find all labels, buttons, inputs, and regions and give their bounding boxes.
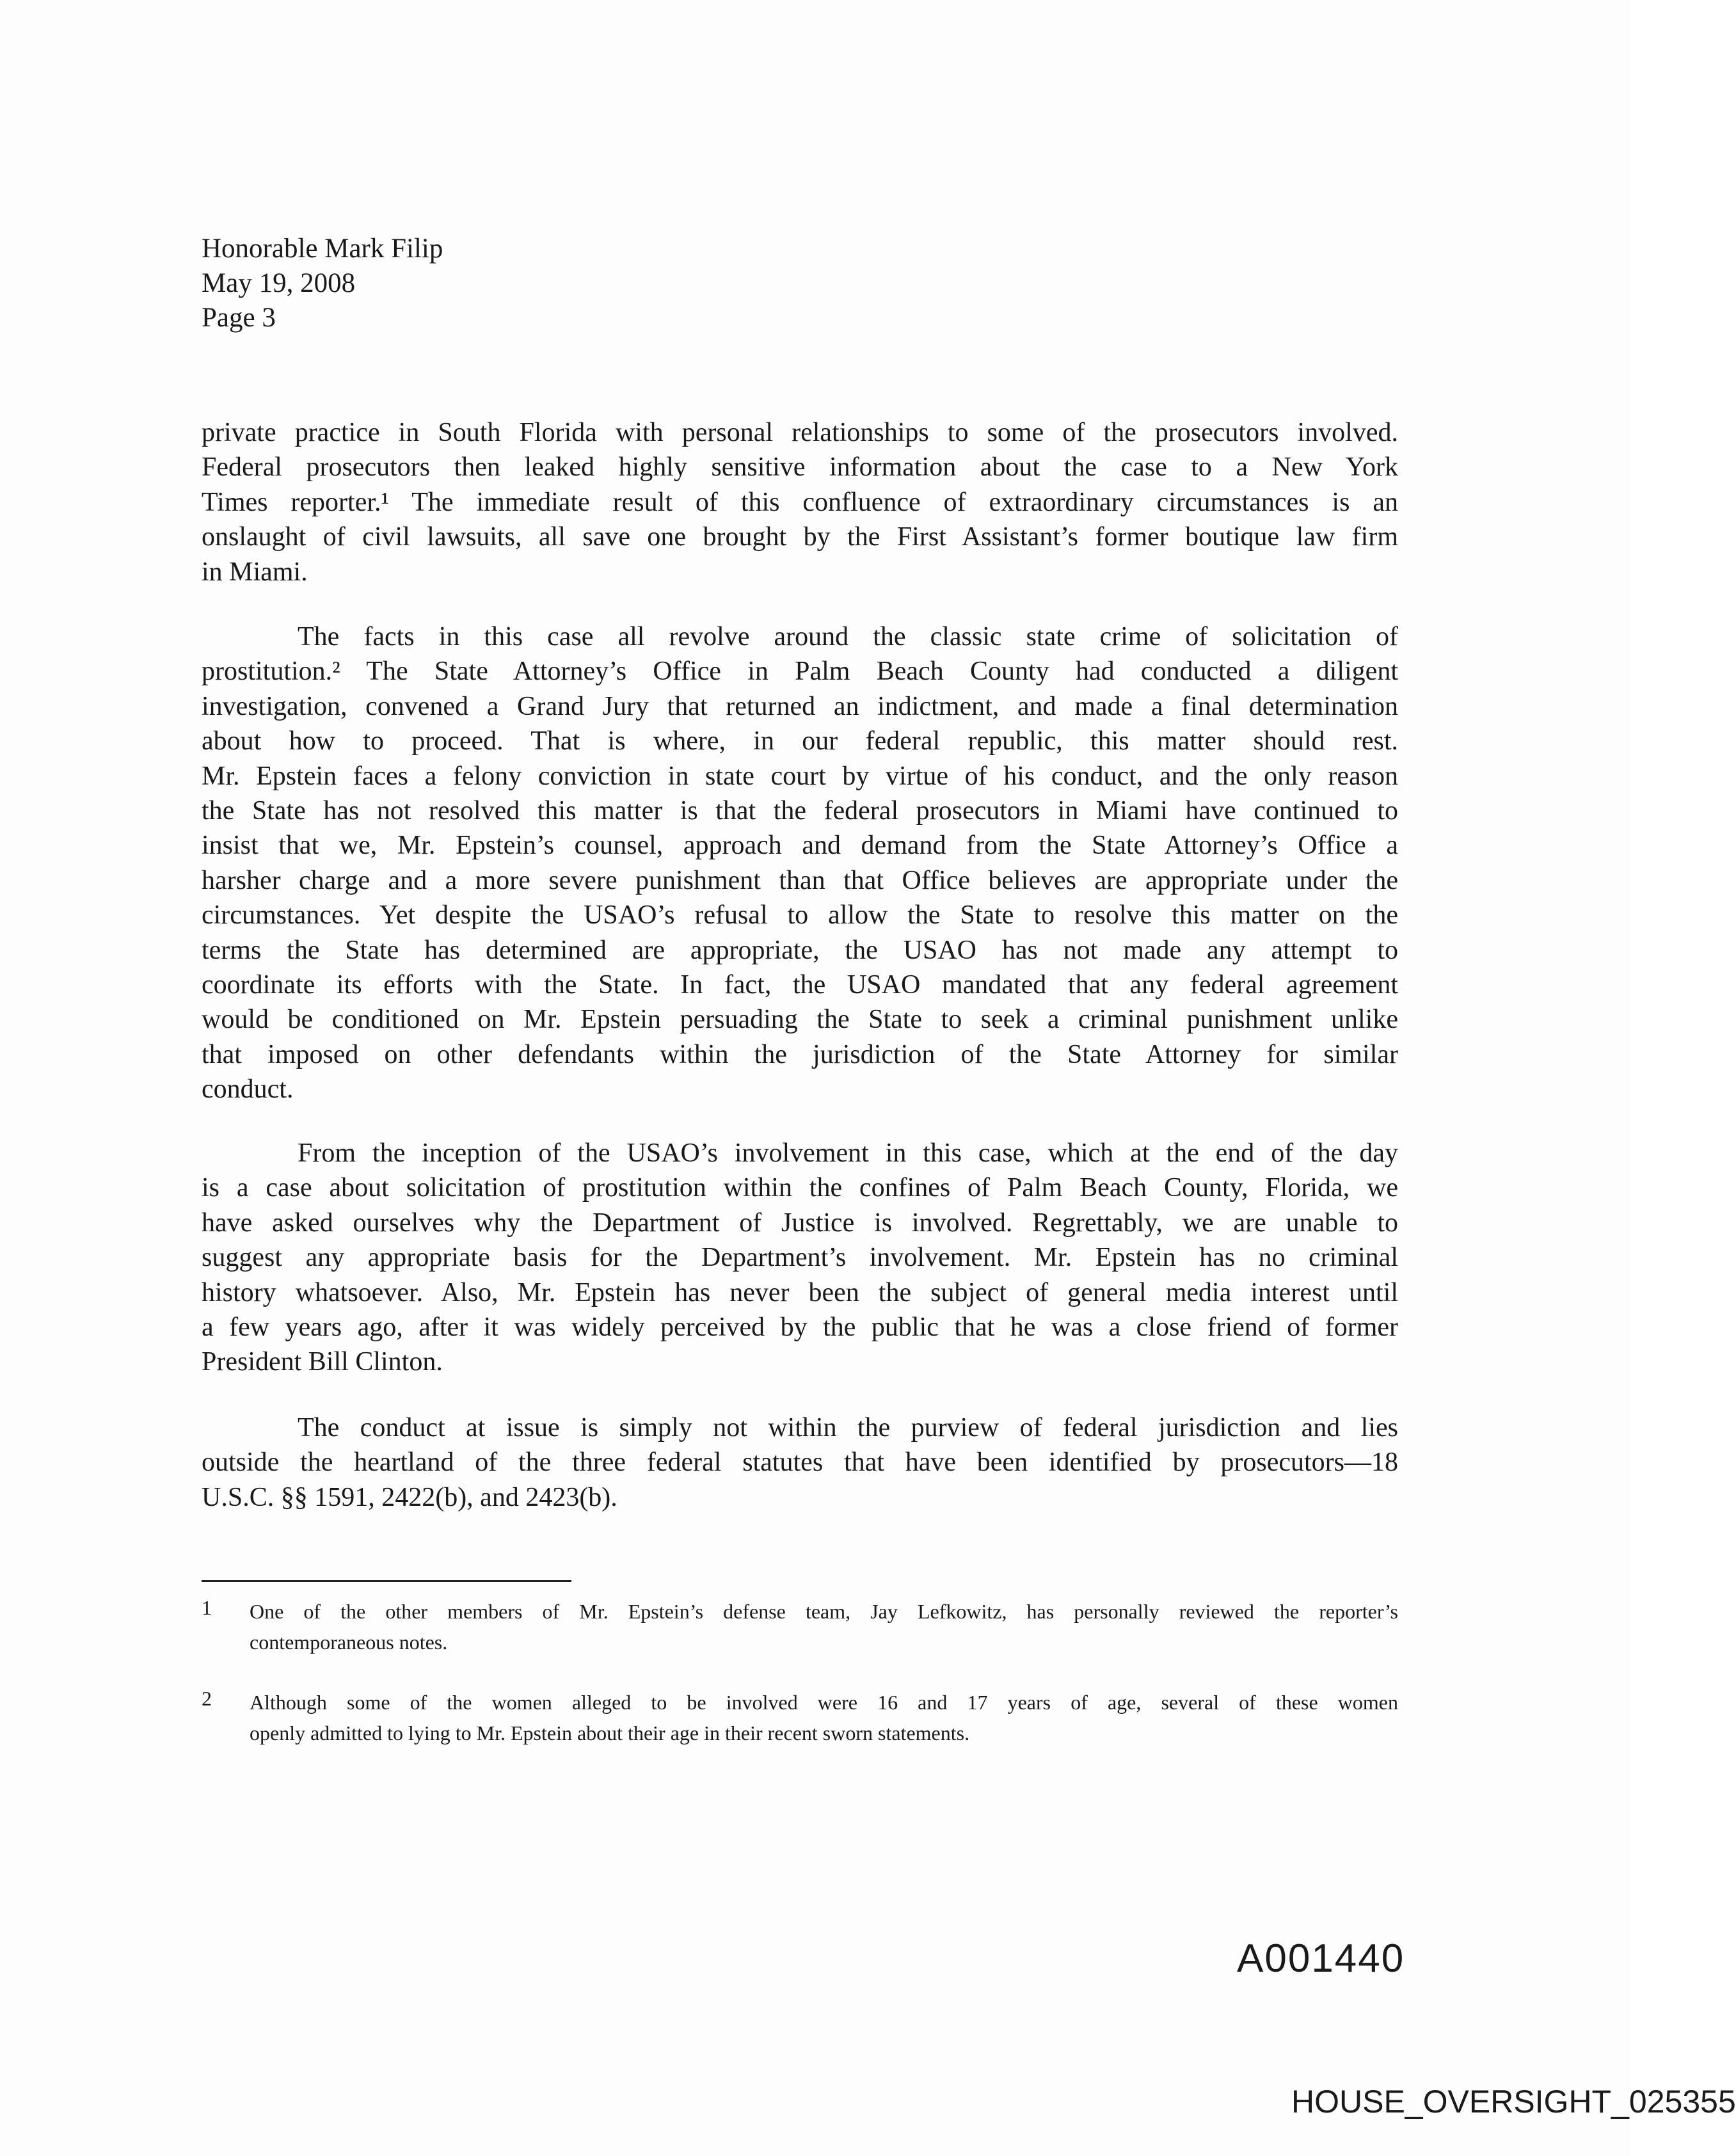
page-number: Page 3: [202, 303, 276, 333]
text-line: have asked ourselves why the Department of Justice is involved. Regrettably, we are unable to: [202, 1208, 1398, 1238]
text-line: about how to proceed. That is where, in our federal republic, this matter should rest.: [202, 726, 1398, 756]
text-line: President Bill Clinton.: [202, 1347, 443, 1377]
text-line: onslaught of civil lawsuits, all save one brought by the First Assistant’s former boutique law firm: [202, 522, 1398, 552]
text-line: U.S.C. §§ 1591, 2422(b), and 2423(b).: [202, 1482, 617, 1512]
footnote-text: [250, 1596, 1398, 1657]
paragraph-4: [202, 1410, 1398, 1515]
footnote-divider: [202, 1580, 571, 1582]
text-line: coordinate its efforts with the State. In fact, the USAO mandated that any federal agreement: [202, 970, 1398, 1000]
text-line: contemporaneous notes.: [250, 1631, 448, 1654]
text-line: harsher charge and a more severe punishment than that Office believes are appropriate under the: [202, 865, 1398, 895]
letter-date: May 19, 2008: [202, 268, 356, 298]
text-line: in Miami.: [202, 557, 308, 587]
footnote-1: [202, 1596, 1398, 1657]
text-line: The facts in this case all revolve around the classic state crime of solicitation of: [298, 622, 1398, 651]
text-line: suggest any appropriate basis for the Department’s involvement. Mr. Epstein has no criminal: [202, 1243, 1398, 1273]
text-line: history whatsoever. Also, Mr. Epstein has never been the subject of general media interest until: [202, 1277, 1398, 1307]
text-line: One of the other members of Mr. Epstein’s defense team, Jay Lefkowitz, has personally reviewed the reporter’s: [250, 1600, 1398, 1623]
footnote-number: 2: [202, 1687, 212, 1710]
text-line: would be conditioned on Mr. Epstein persuading the State to seek a criminal punishment unlike: [202, 1005, 1398, 1035]
text-line: The conduct at issue is simply not within the purview of federal jurisdiction and lies: [298, 1413, 1398, 1442]
text-line: Federal prosecutors then leaked highly sensitive information about the case to a New York: [202, 452, 1398, 483]
footnote-text: [250, 1687, 1398, 1748]
text-line: is a case about solicitation of prostitution within the confines of Palm Beach County, Florida, we: [202, 1173, 1398, 1203]
bates-number: A001440: [1237, 1936, 1405, 1981]
footnote-number: 1: [202, 1596, 212, 1619]
text-line: that imposed on other defendants within the jurisdiction of the State Attorney for similar: [202, 1039, 1398, 1069]
text-line: a few years ago, after it was widely perceived by the public that he was a close friend of former: [202, 1312, 1398, 1342]
text-line: openly admitted to lying to Mr. Epstein about their age in their recent sworn statements.: [250, 1721, 970, 1745]
paragraph-1: [202, 415, 1398, 589]
production-stamp: HOUSE_OVERSIGHT_025355: [1291, 2084, 1736, 2120]
text-line: terms the State has determined are appropriate, the USAO has not made any attempt to: [202, 935, 1398, 965]
text-line: conduct.: [202, 1074, 294, 1105]
paragraph-2: [202, 619, 1398, 1106]
text-line: Mr. Epstein faces a felony conviction in state court by virtue of his conduct, and the only reason: [202, 761, 1398, 791]
text-line: Times reporter.¹ The immediate result of this confluence of extraordinary circumstances is an: [202, 487, 1398, 517]
text-line: From the inception of the USAO’s involvement in this case, which at the end of the day: [298, 1138, 1398, 1168]
text-line: investigation, convened a Grand Jury that returned an indictment, and made a final determination: [202, 691, 1398, 721]
paragraph-3: [202, 1136, 1398, 1380]
text-line: circumstances. Yet despite the USAO’s refusal to allow the State to resolve this matter on the: [202, 900, 1398, 930]
text-line: outside the heartland of the three federal statutes that have been identified by prosecutors—18: [202, 1448, 1398, 1478]
text-line: Although some of the women alleged to be involved were 16 and 17 years of age, several of these women: [250, 1691, 1398, 1714]
footnote-2: [202, 1687, 1398, 1748]
text-line: insist that we, Mr. Epstein’s counsel, approach and demand from the State Attorney’s Office a: [202, 831, 1398, 861]
text-line: prostitution.² The State Attorney’s Office in Palm Beach County had conducted a diligent: [202, 657, 1398, 687]
letter-header: [202, 232, 443, 335]
text-line: private practice in South Florida with personal relationships to some of the prosecutors involved.: [202, 418, 1398, 447]
recipient: Honorable Mark Filip: [202, 234, 443, 264]
text-line: the State has not resolved this matter is that the federal prosecutors in Miami have continued to: [202, 795, 1398, 826]
